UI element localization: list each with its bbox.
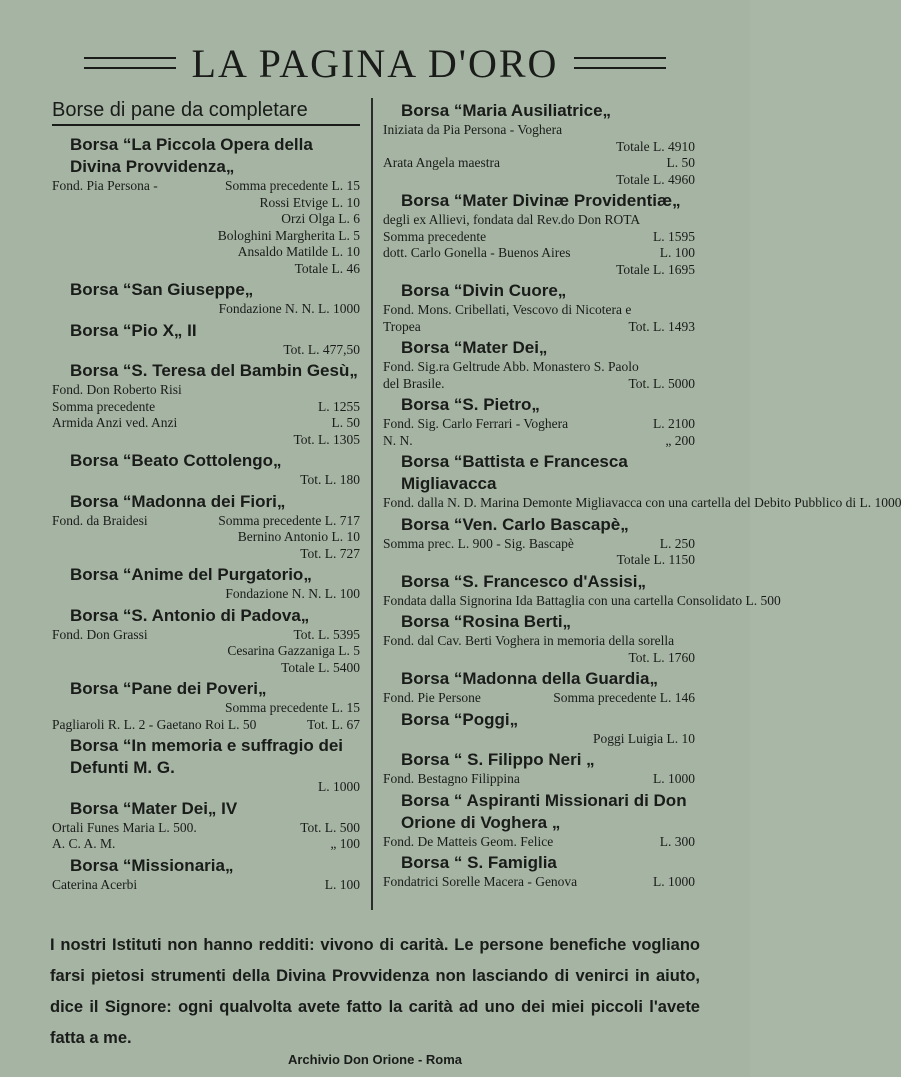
borsa-heading: Borsa “Mater Dei„: [401, 338, 548, 357]
borsa-heading: Borsa “S. Francesco d'Assisi„: [401, 571, 646, 591]
line-amount: L. 2100: [653, 416, 695, 431]
borsa-heading: Borsa “Mater Divinæ Providentiæ„: [401, 191, 681, 210]
borsa-entry: [383, 337, 695, 392]
borsa-entry: [383, 280, 695, 335]
borsa-entry: [383, 571, 781, 610]
borsa-entry: [52, 491, 360, 563]
line-text: Fondata dalla Signorina Ida Battaglia con una cartella Consolidato L. 500: [383, 592, 781, 608]
line-amount: L. 1000: [653, 874, 695, 889]
borsa-entry: [383, 790, 695, 851]
borsa-line: [383, 536, 695, 553]
borsa-heading: Borsa “La Piccola Opera della Divina Provvidenza„: [70, 135, 313, 176]
line-amount: Somma precedente L. 15: [225, 700, 360, 715]
borsa-line: [383, 690, 695, 707]
line-amount: Tot. L. 180: [300, 472, 360, 487]
line-label: Fond. Don Roberto Risi: [52, 382, 182, 397]
borsa-entry: [383, 668, 695, 707]
line-amount: L. 50: [331, 415, 360, 430]
line-label: Somma prec. L. 900 - Sig. Bascapè: [383, 535, 574, 551]
borsa-line: [383, 874, 695, 891]
borsa-line: [383, 319, 695, 336]
borsa-line: [383, 592, 781, 610]
line-amount: Totale L. 1695: [616, 261, 695, 277]
borsa-line: [383, 495, 901, 512]
line-amount: L. 1000: [318, 779, 360, 794]
borsa-heading: Borsa “Rosina Berti„: [401, 612, 572, 631]
line-amount: Tot. L. 1305: [293, 431, 360, 447]
line-amount: Somma precedente L. 146: [553, 690, 695, 705]
line-amount: „ 200: [665, 432, 695, 448]
line-text: Fond. Sig.ra Geltrude Abb. Monastero S. Paolo: [383, 359, 639, 374]
line-label: N. N.: [383, 432, 413, 448]
borsa-line: [383, 359, 695, 376]
borsa-heading: Borsa “In memoria e suffragio dei Defunti M. G.: [70, 736, 344, 777]
line-amount: L. 100: [324, 876, 360, 892]
borsa-heading: Borsa “Pio X„ II: [70, 320, 197, 340]
line-label: Iniziata da Pia Persona - Voghera: [383, 122, 563, 137]
line-label: Armida Anzi ved. Anzi: [52, 415, 178, 430]
line-amount: L. 50: [666, 155, 695, 170]
line-amount: Somma precedente L. 15: [225, 178, 360, 193]
right-entries: [383, 100, 901, 891]
borsa-heading: Borsa “Mater Dei„ IV: [70, 798, 238, 818]
line-label: Fond. Sig. Carlo Ferrari - Voghera: [383, 416, 569, 431]
borsa-line: [52, 432, 360, 449]
line-amount: Orzi Olga L. 6: [281, 211, 360, 226]
borsa-line: [52, 211, 360, 228]
borsa-entry: [52, 360, 360, 448]
line-label: Pagliaroli R. L. 2 - Gaetano Roi L. 50: [52, 716, 257, 732]
borsa-entry: [383, 100, 695, 188]
line-amount: Tot. L. 477,50: [283, 341, 360, 357]
borsa-heading: Borsa “S. Pietro„: [401, 395, 540, 414]
line-label: del Brasile.: [383, 375, 445, 391]
borsa-line: [52, 195, 360, 212]
borsa-line: [383, 139, 695, 156]
borsa-heading: Borsa “S. Antonio di Padova„: [70, 605, 310, 625]
line-amount: Fondazione N. N. L. 100: [225, 586, 360, 601]
line-text: degli ex Allievi, fondata dal Rev.do Don ROTA: [383, 212, 641, 227]
line-label: Tropea: [383, 318, 421, 334]
line-label: Fond. Don Grassi: [52, 626, 148, 642]
borsa-line: [52, 529, 360, 546]
line-amount: Bologhini Margherita L. 5: [217, 227, 360, 243]
left-entries: [52, 134, 360, 893]
section-title: Borse di pane da completare: [52, 98, 360, 126]
line-label: Ortali Funes Maria L. 500.: [52, 819, 197, 835]
line-amount: Tot. L. 5395: [293, 626, 360, 642]
page-title: LA PAGINA D'ORO: [191, 40, 559, 86]
borsa-line: [52, 261, 360, 278]
line-amount: Totale L. 1150: [616, 552, 695, 567]
line-text: Fond. Mons. Cribellati, Vescovo di Nicotera e: [383, 302, 632, 317]
borsa-entry: [52, 134, 360, 277]
borsa-line: [52, 472, 360, 489]
borsa-entry: [383, 709, 695, 748]
line-amount: L. 100: [659, 245, 695, 260]
title-rule-right: [574, 57, 666, 69]
line-label: dott. Carlo Gonella - Buenos Aires: [383, 245, 571, 260]
line-amount: Rossi Etvige L. 10: [259, 194, 360, 210]
borsa-line: [383, 416, 695, 433]
borsa-line: [383, 172, 695, 189]
borsa-line: [383, 122, 695, 139]
borsa-entry: [383, 852, 695, 891]
borsa-heading: Borsa “Madonna dei Fiori„: [70, 491, 286, 511]
borsa-heading: Borsa “Anime del Purgatorio„: [70, 565, 312, 584]
line-amount: Tot. L. 500: [300, 819, 360, 835]
borsa-line: [383, 834, 695, 851]
borsa-heading: Borsa “ Aspiranti Missionari di Don Orione di Voghera „: [401, 790, 687, 832]
footer-paragraph: I nostri Istituti non hanno redditi: vivono di carità. Le persone benefiche vogliano farsi pietosi strumenti della Divina Provvidenza non lasciando di venirci in aiuto, dice il Signore: ogni qualvolta avete fatto la carità ad uno dei miei piccoli l'avete fatta a me.: [50, 936, 700, 1047]
borsa-heading: Borsa “Missionaria„: [70, 855, 234, 875]
borsa-line: [52, 228, 360, 245]
borsa-entry: [52, 678, 360, 733]
line-label: Fond. Pia Persona -: [52, 178, 158, 193]
borsa-line: [52, 244, 360, 261]
title-rule-left: [84, 57, 176, 69]
right-column: [383, 98, 901, 891]
borsa-line: [52, 301, 360, 318]
line-text: Fond. dalla N. D. Marina Demonte Migliavacca con una cartella del Debito Pubblico di L. 1000: [383, 495, 901, 510]
borsa-line: [52, 627, 360, 644]
borsa-entry: [383, 190, 695, 278]
borsa-line: [383, 212, 695, 229]
borsa-line: [383, 302, 695, 319]
borsa-entry: [52, 735, 360, 796]
line-amount: L. 1000: [653, 771, 695, 786]
line-text: Fond. dal Cav. Berti Voghera in memoria della sorella: [383, 633, 675, 648]
borsa-entry: [383, 611, 695, 666]
line-amount: L. 1595: [653, 228, 695, 244]
borsa-line: [52, 382, 360, 399]
borsa-line: [52, 717, 360, 734]
borsa-line: [383, 433, 695, 450]
archive-credit: Archivio Don Orione - Roma: [287, 1052, 463, 1067]
borsa-line: [383, 731, 695, 748]
borsa-line: [383, 633, 695, 650]
borsa-entry: [383, 451, 901, 512]
borsa-heading: Borsa “Madonna della Guardia„: [401, 669, 658, 688]
borsa-line: [52, 660, 360, 677]
borsa-entry: [52, 798, 360, 853]
borsa-line: [383, 245, 695, 262]
line-amount: Somma precedente L. 717: [218, 512, 360, 528]
line-label: Fond. De Matteis Geom. Felice: [383, 833, 554, 849]
line-amount: Bernino Antonio L. 10: [237, 529, 360, 544]
borsa-entry: [52, 564, 360, 603]
borsa-heading: Borsa “San Giuseppe„: [70, 280, 254, 299]
borsa-line: [383, 229, 695, 246]
borsa-line: [52, 700, 360, 717]
borsa-entry: [383, 394, 695, 449]
borsa-line: [52, 643, 360, 660]
line-amount: Tot. L. 5000: [628, 375, 695, 391]
borsa-heading: Borsa “S. Teresa del Bambin Gesù„: [70, 361, 358, 380]
line-label: Caterina Acerbi: [52, 876, 138, 892]
line-amount: „ 100: [330, 836, 360, 851]
line-amount: Tot. L. 67: [306, 716, 360, 732]
line-label: Fondatrici Sorelle Macera - Genova: [383, 874, 578, 889]
borsa-line: [52, 877, 360, 894]
line-amount: L. 250: [659, 535, 695, 551]
line-amount: Cesarina Gazzaniga L. 5: [227, 643, 360, 658]
borsa-heading: Borsa “ S. Filippo Neri „: [401, 750, 595, 769]
borsa-line: [52, 546, 360, 563]
borsa-heading: Borsa “Divin Cuore„: [401, 281, 567, 300]
borsa-line: [383, 771, 695, 788]
borsa-line: [52, 178, 360, 195]
line-amount: Fondazione N. N. L. 1000: [218, 301, 360, 316]
borsa-line: [52, 415, 360, 432]
borsa-heading: Borsa “Poggi„: [401, 709, 519, 729]
borsa-heading: Borsa “ S. Famiglia: [401, 853, 557, 872]
left-column: [52, 98, 360, 893]
line-label: Somma precedente: [52, 398, 156, 414]
borsa-entry: [383, 749, 695, 788]
line-amount: Totale L. 46: [294, 260, 360, 276]
borsa-line: [383, 650, 695, 667]
line-amount: Tot. L. 727: [300, 545, 360, 561]
line-amount: Tot. L. 1760: [628, 649, 695, 665]
borsa-line: [383, 552, 695, 569]
borsa-heading: Borsa “Ven. Carlo Bascapè„: [401, 514, 629, 534]
borsa-line: [52, 399, 360, 416]
borsa-line: [52, 342, 360, 359]
borsa-heading: Borsa “Battista e Francesca Migliavacca: [401, 452, 628, 493]
line-amount: Tot. L. 1493: [628, 318, 695, 334]
borsa-line: [52, 779, 360, 796]
borsa-line: [52, 836, 360, 853]
line-amount: Ansaldo Matilde L. 10: [237, 244, 360, 259]
line-label: Fond. da Braidesi: [52, 512, 148, 528]
line-amount: Totale L. 4910: [616, 138, 695, 154]
borsa-heading: Borsa “Maria Ausiliatrice„: [401, 101, 612, 120]
borsa-entry: [52, 605, 360, 677]
borsa-line: [52, 820, 360, 837]
line-amount: L. 300: [659, 833, 695, 849]
borsa-line: [383, 262, 695, 279]
borsa-heading: Borsa “Pane dei Poveri„: [70, 679, 267, 698]
line-label: Arata Angela maestra: [383, 155, 500, 170]
line-label: Somma precedente: [383, 228, 487, 244]
borsa-entry: [52, 279, 360, 318]
line-label: Fond. Pie Persone: [383, 690, 481, 705]
line-label: Fond. Bestagno Filippina: [383, 771, 520, 786]
borsa-line: [52, 513, 360, 530]
column-divider: [371, 98, 373, 910]
borsa-line: [383, 376, 695, 393]
borsa-entry: [52, 855, 360, 894]
line-amount: Totale L. 4960: [616, 171, 695, 187]
borsa-entry: [52, 450, 360, 489]
borsa-entry: [383, 514, 695, 569]
borsa-line: [383, 155, 695, 172]
title-row: [0, 38, 750, 88]
line-amount: Totale L. 5400: [281, 659, 360, 675]
borsa-line: [52, 586, 360, 603]
line-amount: Poggi Luigia L. 10: [593, 730, 695, 746]
borsa-heading: Borsa “Beato Cottolengo„: [70, 451, 282, 470]
line-amount: L. 1255: [318, 398, 360, 414]
borsa-entry: [52, 320, 360, 359]
line-label: A. C. A. M.: [52, 836, 116, 851]
